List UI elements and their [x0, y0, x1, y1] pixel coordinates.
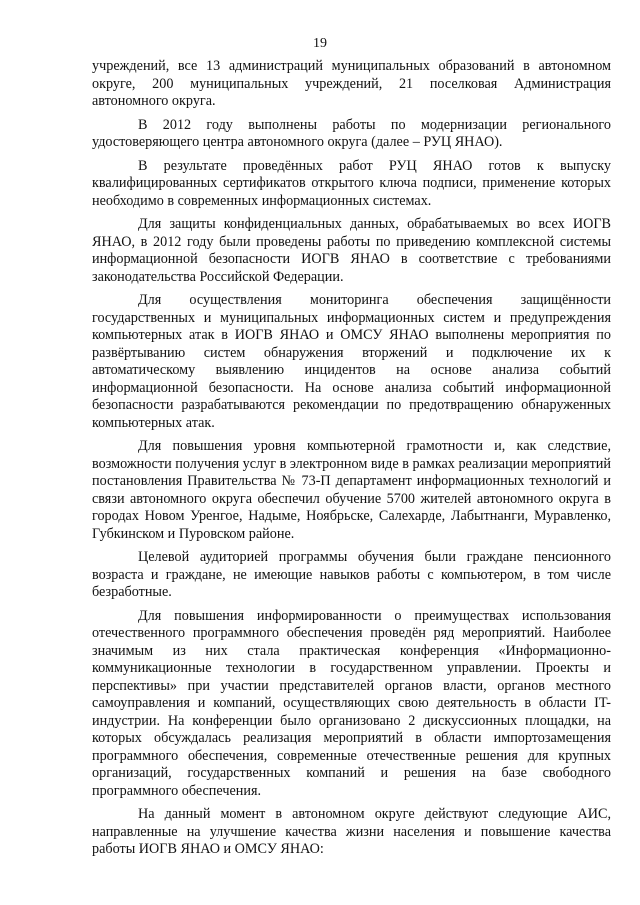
- page-number: 19: [313, 36, 327, 51]
- paragraph: Целевой аудиторией программы обучения были граждане пенсионного возраста и граждане, не имеющие навыков работы с компьютером, в том числе безработные.: [92, 549, 611, 600]
- paragraph: учреждений, все 13 администраций муниципальных образований в автономном округе, 200 муниципальных учреждений, 21 поселковая Администрация автономного округа.: [92, 58, 611, 109]
- paragraph: В результате проведённых работ РУЦ ЯНАО готов к выпуску квалифицированных сертификатов открытого ключа подписи, применение которых необходимо в современных информационных системах.: [92, 157, 611, 209]
- paragraph: Для защиты конфиденциальных данных, обрабатываемых во всех ИОГВ ЯНАО, в 2012 году были проведены работы по приведению комплексной системы информационной безопасности ИОГВ ЯНАО в соответствие с требованиями законодательства Российской Федерации.: [92, 216, 611, 285]
- paragraph: Для осуществления мониторинга обеспечения защищённости государственных и муниципальных информационных систем и предупреждения компьютерных атак в ИОГВ ЯНАО и ОМСУ ЯНАО выполнены мероприятия по развёртыванию систем обнаружения вторжений и подключение их к автоматическому выявлению инцидентов на основе анализа событий информационной безопасности. На основе анализа событий информационной безопасности разрабатываются рекомендации по предотвращению обнаруженных компьютерных атак.: [92, 292, 611, 431]
- document-body: [92, 58, 611, 865]
- paragraph: На данный момент в автономном округе действуют следующие АИС, направленные на улучшение качества жизни населения и повышение качества работы ИОГВ ЯНАО и ОМСУ ЯНАО:: [92, 806, 611, 857]
- paragraph: В 2012 году выполнены работы по модернизации регионального удостоверяющего центра автономного округа (далее – РУЦ ЯНАО).: [92, 116, 611, 150]
- paragraph: Для повышения уровня компьютерной грамотности и, как следствие, возможности получения услуг в электронном виде в рамках реализации мероприятий постановления Правительства № 73-П департамент информационных технологий и связи автономного округа обеспечил обучение 5700 жителей автономного округа в городах Новом Уренгое, Надыме, Ноябрьске, Салехарде, Лабытнанги, Муравленко, Губкинском и Пуровском районе.: [92, 438, 611, 542]
- paragraph: Для повышения информированности о преимуществах использования отечественного программного обеспечения проведён ряд мероприятий. Наиболее значимым из них стала практическая конференция «Информационно-коммуникационные технологии в государственном управлении. Проекты и перспективы» при участии представителей органов власти, органов местного самоуправления и компаний, осуществляющих свою деятельность в области IT-индустрии. На конференции было организовано 2 дискуссионных площадки, на которых обсуждалась реализация мероприятий в области импортозамещения программного обеспечения, современные отечественные решения для крупных организаций, государственных компаний и решения на базе свободного программного обеспечения.: [92, 607, 611, 799]
